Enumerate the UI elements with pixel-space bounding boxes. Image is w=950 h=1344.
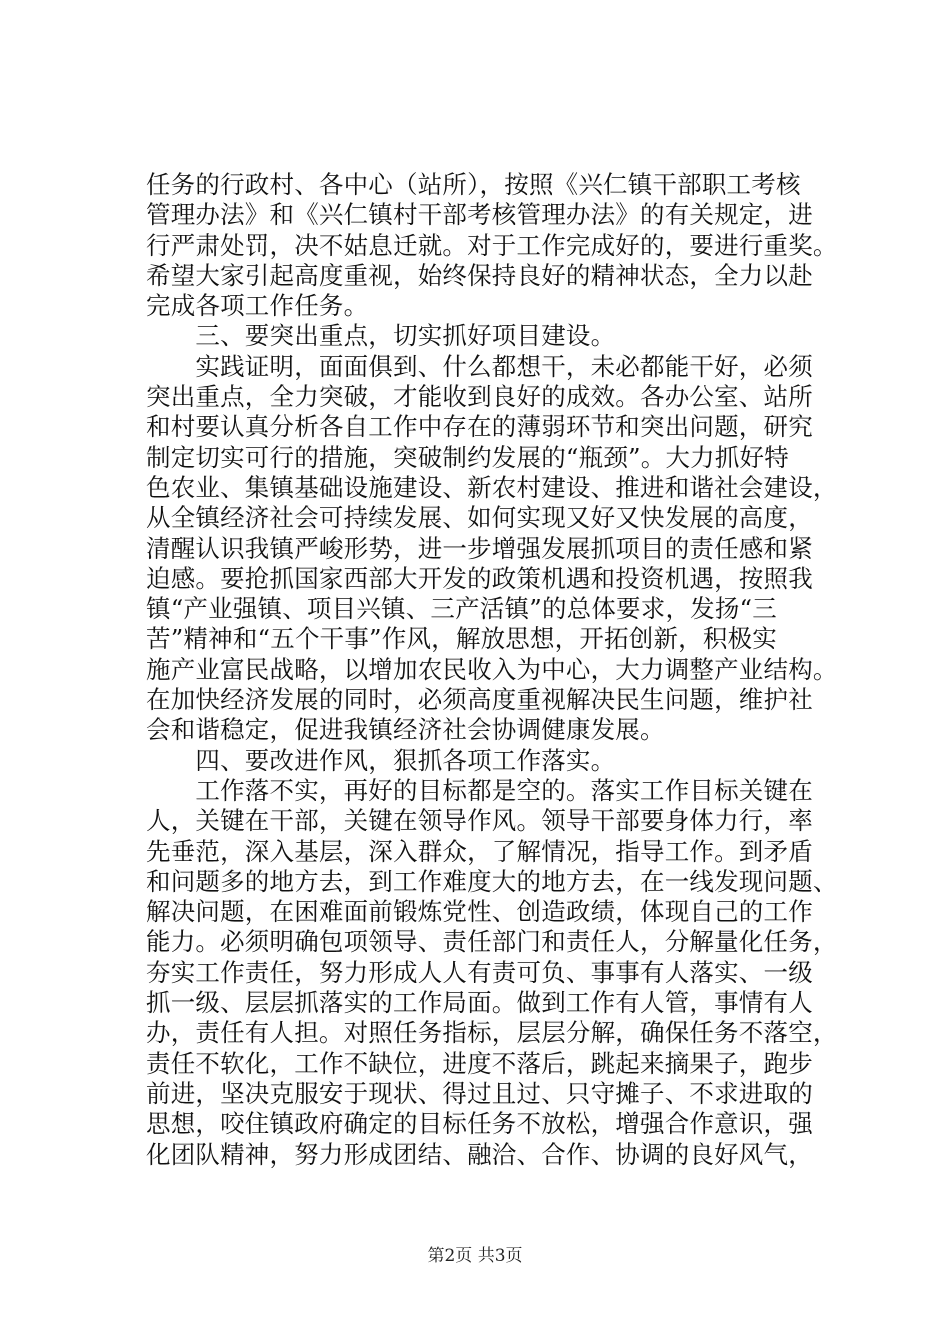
text-line: 能力。必须明确包项领导、责任部门和责任人，分解量化任务， — [146, 927, 838, 957]
section-heading-3: 三、要突出重点，切实抓好项目建设。 — [146, 321, 616, 351]
text-line: 和村要认真分析各自工作中存在的薄弱环节和突出问题，研究 — [146, 412, 813, 442]
text-line: 前进，坚决克服安于现状、得过且过、只守摊子、不求进取的 — [146, 1078, 813, 1108]
text-line: 抓一级、层层抓落实的工作局面。做到工作有人管，事情有人 — [146, 988, 813, 1018]
text-line: 苦”精神和“五个干事”作风，解放思想，开拓创新，积极实 — [146, 624, 777, 654]
text-line: 色农业、集镇基础设施建设、新农村建设、推进和谐社会建设， — [146, 472, 838, 502]
page-number-footer: 第2页 共3页 — [427, 1246, 523, 1266]
text-line: 施产业富民战略，以增加农民收入为中心，大力调整产业结构。 — [146, 654, 838, 684]
text-line: 思想，咬住镇政府确定的目标任务不放松，增强合作意识，强 — [146, 1109, 813, 1139]
text-line: 迫感。要抢抓国家西部大开发的政策机遇和投资机遇，按照我 — [146, 563, 813, 593]
text-line: 解决问题，在困难面前锻炼党性、创造政绩，体现自己的工作 — [146, 897, 813, 927]
text-line: 和问题多的地方去，到工作难度大的地方去，在一线发现问题、 — [146, 866, 838, 896]
text-line: 镇“产业强镇、项目兴镇、三产活镇”的总体要求，发扬“三 — [146, 594, 777, 624]
text-line: 办，责任有人担。对照任务指标，层层分解，确保任务不落空， — [146, 1018, 838, 1048]
document-body — [146, 170, 846, 1170]
text-line: 从全镇经济社会可持续发展、如何实现又好又快发展的高度， — [146, 503, 813, 533]
text-line: 清醒认识我镇严峻形势，进一步增强发展抓项目的责任感和紧 — [146, 533, 813, 563]
text-line: 人，关键在干部，关键在领导作风。领导干部要身体力行，率 — [146, 806, 813, 836]
section-heading-4: 四、要改进作风，狠抓各项工作落实。 — [146, 745, 616, 775]
text-line: 在加快经济发展的同时，必须高度重视解决民生问题，维护社 — [146, 685, 813, 715]
text-line: 希望大家引起高度重视，始终保持良好的精神状态，全力以赴 — [146, 260, 813, 290]
text-line: 责任不软化，工作不缺位，进度不落后，跳起来摘果子，跑步 — [146, 1048, 813, 1078]
text-line: 任务的行政村、各中心（站所），按照《兴仁镇干部职工考核 — [146, 170, 801, 199]
text-line: 突出重点，全力突破，才能收到良好的成效。各办公室、站所 — [146, 382, 813, 412]
text-line: 制定切实可行的措施，突破制约发展的“瓶颈”。大力抓好特 — [146, 442, 789, 472]
text-line: 工作落不实，再好的目标都是空的。落实工作目标关键在 — [146, 775, 813, 805]
text-line: 行严肃处罚，决不姑息迁就。对于工作完成好的，要进行重奖。 — [146, 230, 838, 260]
text-line: 实践证明，面面俱到、什么都想干，未必都能干好，必须 — [146, 351, 813, 381]
text-line: 化团队精神，努力形成团结、融洽、合作、协调的良好风气， — [146, 1139, 813, 1169]
text-line: 管理办法》和《兴仁镇村干部考核管理办法》的有关规定，进 — [146, 200, 813, 230]
text-line: 夯实工作责任，努力形成人人有责可负、事事有人落实、一级 — [146, 957, 813, 987]
text-line: 会和谐稳定，促进我镇经济社会协调健康发展。 — [146, 715, 665, 745]
text-line: 完成各项工作任务。 — [146, 291, 369, 321]
text-line: 先垂范，深入基层，深入群众，了解情况，指导工作。到矛盾 — [146, 836, 813, 866]
